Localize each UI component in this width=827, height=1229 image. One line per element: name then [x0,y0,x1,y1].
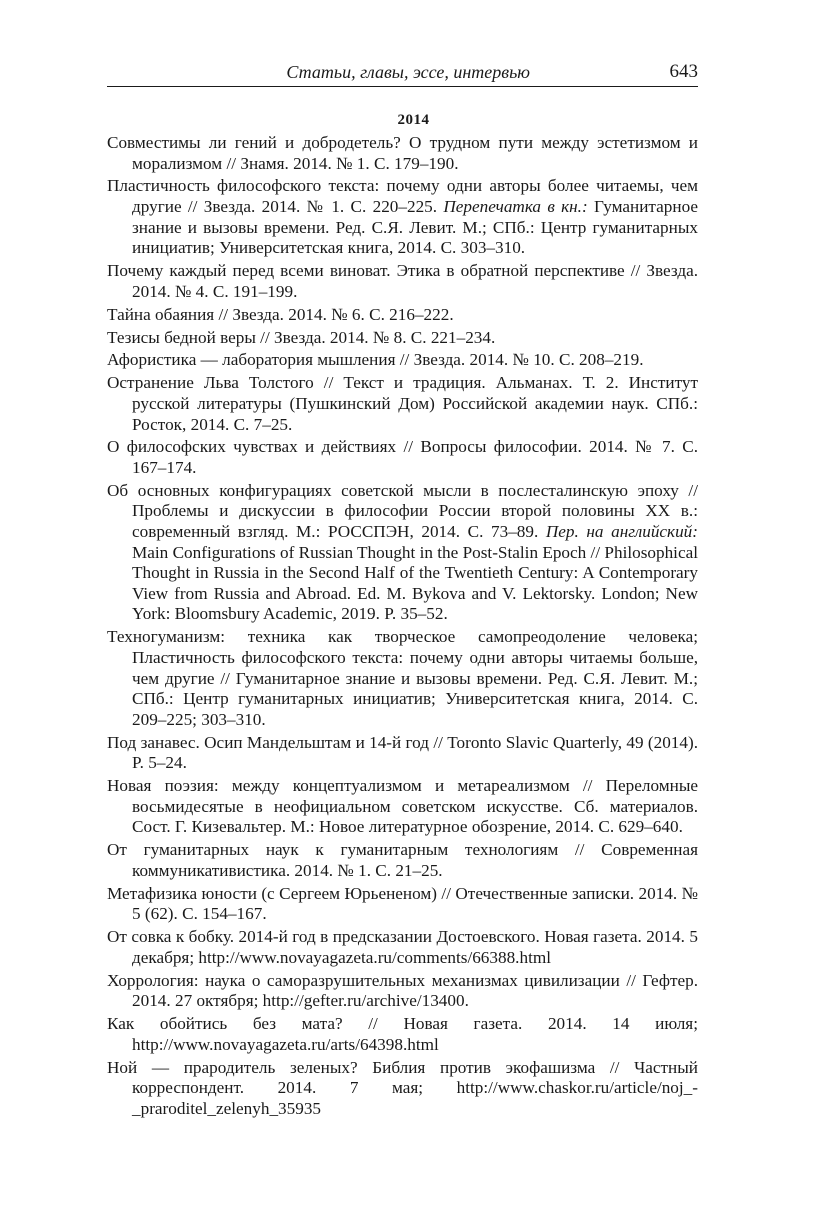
running-title: Статьи, главы, эссе, интервью [286,62,530,82]
section-year-heading: 2014 [397,112,430,128]
bibliography-entry [107,971,698,1012]
entry-text: Техногуманизм: техника как творческое самопреодоление человека; Пластичность философского текста: почему одни авторы читаемы больше, чем другие // Гуманитарное знание и вызовы времени. Ред. С.Я. Левит. М.; СПб.: Центр гуманитарных инициатив; Университетская книга, 2014. С. 209–225; 303–310. [107,627,698,729]
entry-text: Тезисы бедной веры // Звезда. 2014. № 8. С. 221–234. [107,327,496,347]
bibliography-entry [107,627,698,730]
bibliography-entry [107,1058,698,1120]
entry-text: Как обойтись без мата? // Новая газета. 2014. 14 июля; http://www.novayagazeta.ru/arts/64398.html [107,1014,698,1054]
bibliography-entry [107,481,698,625]
bibliography-entry [107,733,698,774]
bibliography-entry [107,350,698,371]
bibliography-entry [107,328,698,349]
entry-text: Новая поэзия: между концептуализмом и метареализмом // Переломные восьмидесятые в неофициальном советском искусстве. Сб. материалов. Сост. Г. Кизевальтер. М.: Новое литературное обозрение, 2014. С. 629–640. [107,776,698,837]
entry-text-continued: Гуманитарное знание и вызовы времени. Ред. С.Я. Левит. М.; СПб.: Центр гуманитарных инициатив; Университетская книга, 2014. С. 303–310. [132,197,698,258]
bibliography-entry [107,1014,698,1055]
bibliography-entry [107,437,698,478]
entry-text: Тайна обаяния // Звезда. 2014. № 6. С. 216–222. [107,304,454,324]
bibliography-entry [107,373,698,435]
bibliography-entry [107,305,698,326]
entry-text: Остранение Льва Толстого // Текст и традиция. Альманах. Т. 2. Институт русской литературы (Пушкинский Дом) Российской академии наук. СПб.: Росток, 2014. С. 7–25. [107,373,698,434]
bibliography-entry [107,884,698,925]
entry-text: Ной — прародитель зеленых? Библия против экофашизма // Частный корреспондент. 2014. 7 мая; http://www.chaskor.ru/article/noj_-_praroditel_zelenyh_35935 [107,1057,698,1118]
entry-text: О философских чувствах и действиях // Вопросы философии. 2014. № 7. С. 167–174. [107,437,698,477]
entry-text: Об основных конфигурациях советской мысли в послесталинскую эпоху // Проблемы и дискуссии в философии России второй половины XX в.: современный взгляд. М.: РОССПЭН, 2014. С. 73–89. [107,480,698,542]
bibliography-entry [107,176,698,258]
entry-italic-note: Пер. на английский: [545,522,698,542]
bibliography-entry [107,261,698,302]
bibliography-entry [107,840,698,881]
bibliography-entry [107,776,698,838]
entry-text: Почему каждый перед всеми виноват. Этика в обратной перспективе // Звезда. 2014. № 4. С. 191–199. [107,261,698,301]
entry-text: От совка к бобку. 2014-й год в предсказании Достоевского. Новая газета. 2014. 5 декабря; http://www.novayagazeta.ru/comments/66388.html [107,927,698,967]
page-number: 643 [669,61,698,82]
entry-text: От гуманитарных наук к гуманитарным технологиям // Современная коммуникативистика. 2014. № 1. С. 21–25. [107,840,698,880]
entry-text: Метафизика юности (с Сергеем Юрьененом) // Отечественные записки. 2014. № 5 (62). С. 154–167. [107,883,698,924]
bibliography-entry [107,927,698,968]
entry-text-continued: Main Configurations of Russian Thought in the Post-Stalin Epoch // Philosophical Thought in Russia in the Second Half of the Twentieth Century: A Contemporary View from Russia and Abroad. Ed. M. Bykova and V. Lektorsky. London; New York: Bloomsbury Academic, 2019. P. 35–52. [132,542,698,624]
bibliography-entry [107,133,698,174]
entry-text: Афористика — лаборатория мышления // Звезда. 2014. № 10. С. 208–219. [107,350,644,370]
entry-text: Под занавес. Осип Мандельштам и 14-й год // Toronto Slavic Quarterly, 49 (2014). P. 5–24. [107,732,698,773]
entry-text: Пластичность философского текста: почему одни авторы более читаемы, чем другие // Звезда. 2014. № 1. С. 220–225. [107,176,698,217]
entry-text: Хоррология: наука о саморазрушительных механизмах цивилизации // Гефтер. 2014. 27 октября; http://gefter.ru/archive/13400. [107,970,698,1011]
entry-text: Совместимы ли гений и добродетель? О трудном пути между эстетизмом и морализмом // Знамя. 2014. № 1. С. 179–190. [107,133,698,173]
running-header [107,60,698,87]
bibliography-list [107,133,698,1122]
entry-italic-note: Перепечатка в кн.: [443,197,588,217]
